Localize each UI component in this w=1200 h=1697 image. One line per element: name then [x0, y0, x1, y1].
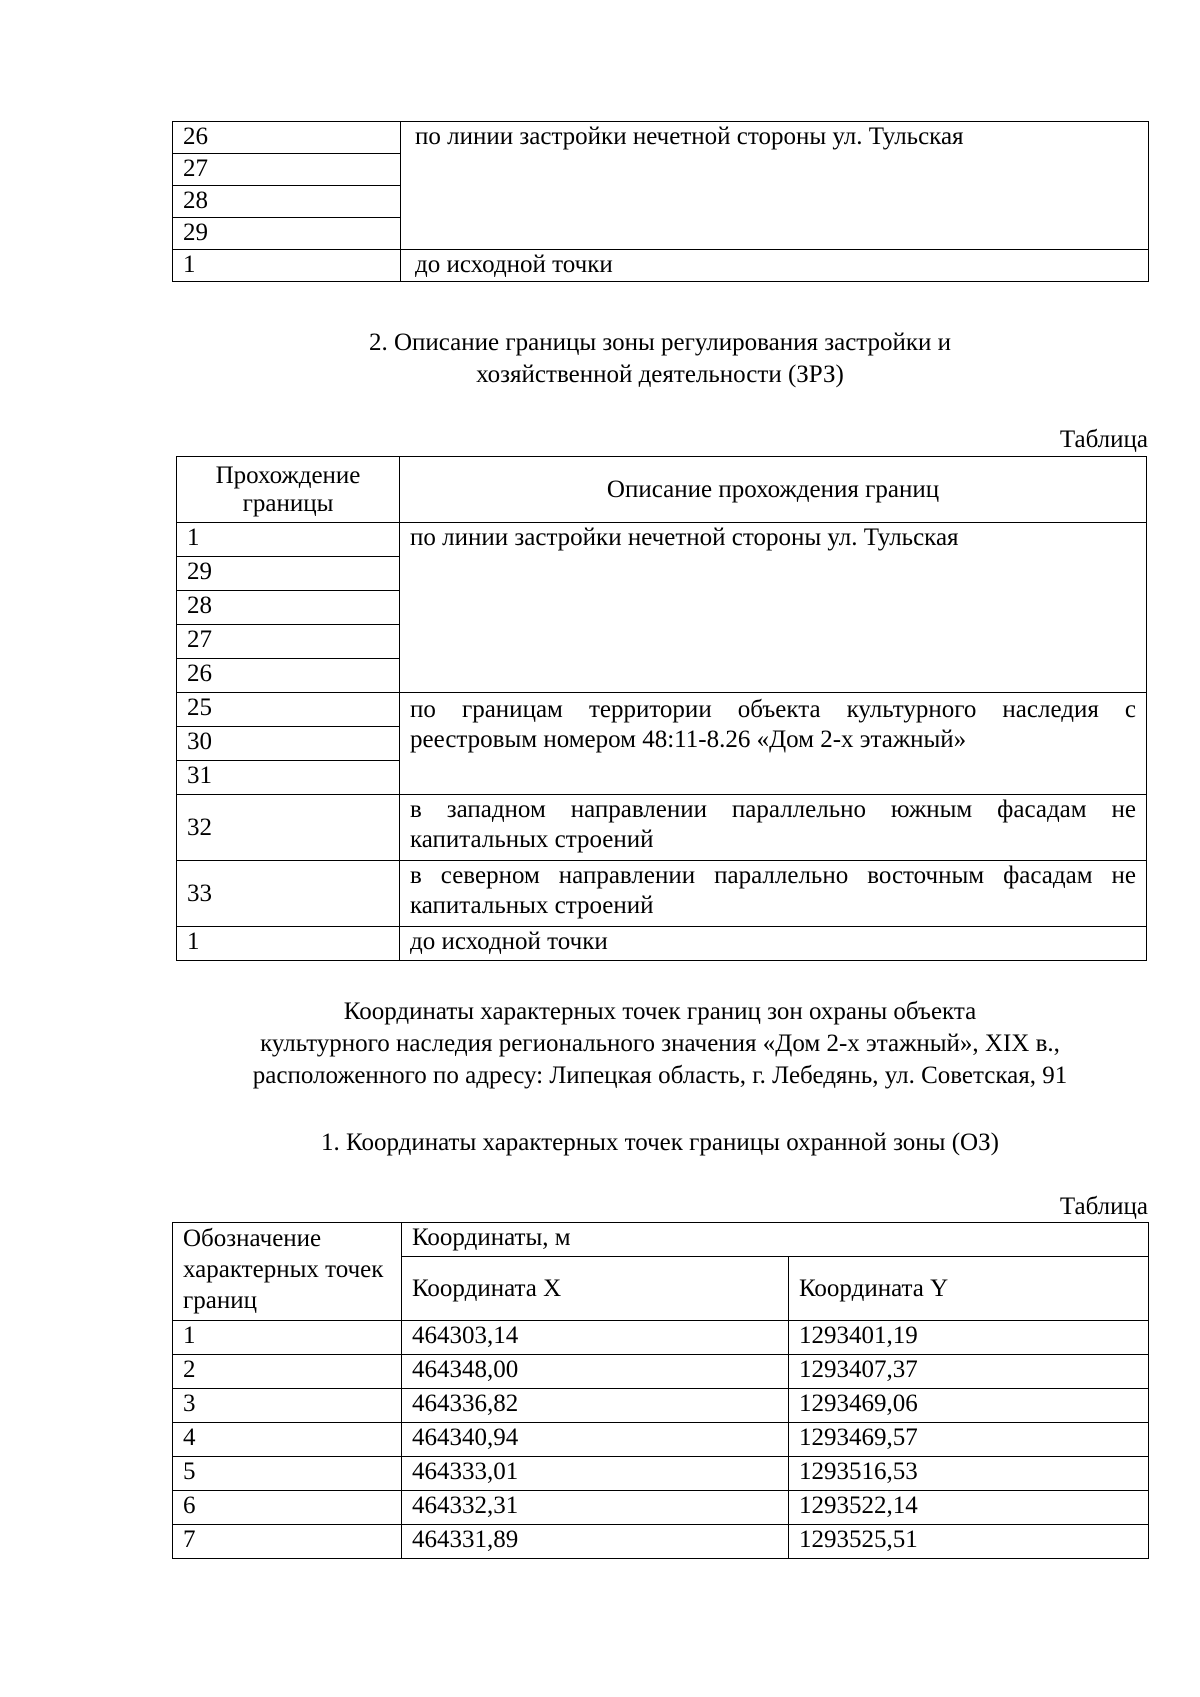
- heading-line: расположенного по адресу: Липецкая область, г. Лебедянь, ул. Советская, 91: [252, 1062, 1068, 1089]
- coordinate-x: 464348,00: [402, 1355, 789, 1389]
- point-number: 27: [173, 154, 401, 186]
- coordinate-y: 1293401,19: [789, 1321, 1149, 1355]
- table-row: [173, 1355, 1149, 1389]
- section-title-line: хозяйственной деятельности (ЗРЗ): [476, 361, 844, 388]
- table-row: [173, 1321, 1149, 1355]
- boundary-description: по линии застройки нечетной стороны ул. Тульская: [400, 523, 1147, 693]
- coordinate-x: 464340,94: [402, 1423, 789, 1457]
- point-number: 1: [177, 927, 400, 961]
- coordinates-heading: [160, 996, 1160, 1092]
- point-number: 5: [173, 1457, 402, 1491]
- point-number: 2: [173, 1355, 402, 1389]
- point-number: 28: [173, 186, 401, 218]
- coordinate-x: 464303,14: [402, 1321, 789, 1355]
- point-number: 28: [177, 591, 400, 625]
- point-number: 31: [177, 761, 400, 795]
- table-row: [177, 693, 1147, 727]
- coordinate-x: 464332,31: [402, 1491, 789, 1525]
- boundary-description: в северном направлении параллельно восточным фасадам не капитальных строений: [400, 861, 1147, 927]
- point-number: 7: [173, 1525, 402, 1559]
- point-number: 32: [177, 795, 400, 861]
- coordinate-x: 464331,89: [402, 1525, 789, 1559]
- column-header-coordinates: Координаты, м: [402, 1223, 1149, 1257]
- column-header-boundary: Прохождение границы: [177, 457, 400, 523]
- point-number: 30: [177, 727, 400, 761]
- table-row: [177, 861, 1147, 927]
- point-number: 1: [173, 250, 401, 282]
- heading-line: культурного наследия регионального значения «Дом 2-х этажный», XIX в.,: [260, 1030, 1060, 1057]
- table-label: Таблица: [1059, 1193, 1148, 1220]
- boundary-description: по линии застройки нечетной стороны ул. Тульская: [401, 122, 1149, 250]
- coordinate-y: 1293469,06: [789, 1389, 1149, 1423]
- section-title-line: 2. Описание границы зоны регулирования застройки и: [368, 329, 952, 356]
- table-row: [173, 250, 1149, 282]
- point-number: 27: [177, 625, 400, 659]
- point-number: 26: [173, 122, 401, 154]
- point-number: 6: [173, 1491, 402, 1525]
- table-row: [173, 1423, 1149, 1457]
- point-number: 29: [173, 218, 401, 250]
- point-number: 3: [173, 1389, 402, 1423]
- section-title-oz: 1. Координаты характерных точек границы охранной зоны (ОЗ): [321, 1129, 999, 1156]
- coordinate-x: 464336,82: [402, 1389, 789, 1423]
- table-header-row: [173, 1223, 1149, 1257]
- table-zrz: [176, 456, 1147, 961]
- table-continuation: [172, 121, 1149, 282]
- coordinate-y: 1293407,37: [789, 1355, 1149, 1389]
- coordinate-y: 1293522,14: [789, 1491, 1149, 1525]
- point-number: 1: [177, 523, 400, 557]
- table-row: [173, 1525, 1149, 1559]
- boundary-description: до исходной точки: [401, 250, 1149, 282]
- coordinate-x: 464333,01: [402, 1457, 789, 1491]
- boundary-description: по границам территории объекта культурного наследия с реестровым номером 48:11-8.26 «Дом 2-х этажный»: [400, 693, 1147, 795]
- point-number: 33: [177, 861, 400, 927]
- column-header-x: Координата X: [402, 1257, 789, 1321]
- point-number: 1: [173, 1321, 402, 1355]
- table-oz-coordinates: [172, 1222, 1149, 1559]
- coordinate-y: 1293469,57: [789, 1423, 1149, 1457]
- column-header-description: Описание прохождения границ: [400, 457, 1147, 523]
- table-row: [173, 122, 1149, 154]
- table-row: [173, 1389, 1149, 1423]
- point-number: 29: [177, 557, 400, 591]
- coordinate-y: 1293516,53: [789, 1457, 1149, 1491]
- table-row: [177, 795, 1147, 861]
- table-row: [177, 523, 1147, 557]
- point-number: 26: [177, 659, 400, 693]
- table-label: Таблица: [1059, 426, 1148, 453]
- column-header-point: Обозначение характерных точек границ: [173, 1223, 402, 1321]
- heading-line: Координаты характерных точек границ зон охраны объекта: [343, 998, 977, 1025]
- table-row: [177, 927, 1147, 961]
- table-row: [173, 1457, 1149, 1491]
- table-row: [173, 1491, 1149, 1525]
- boundary-description: до исходной точки: [400, 927, 1147, 961]
- point-number: 4: [173, 1423, 402, 1457]
- section-title-zrz: [172, 327, 1148, 391]
- boundary-description: в западном направлении параллельно южным фасадам не капитальных строений: [400, 795, 1147, 861]
- column-header-y: Координата Y: [789, 1257, 1149, 1321]
- coordinate-y: 1293525,51: [789, 1525, 1149, 1559]
- table-header-row: [177, 457, 1147, 523]
- point-number: 25: [177, 693, 400, 727]
